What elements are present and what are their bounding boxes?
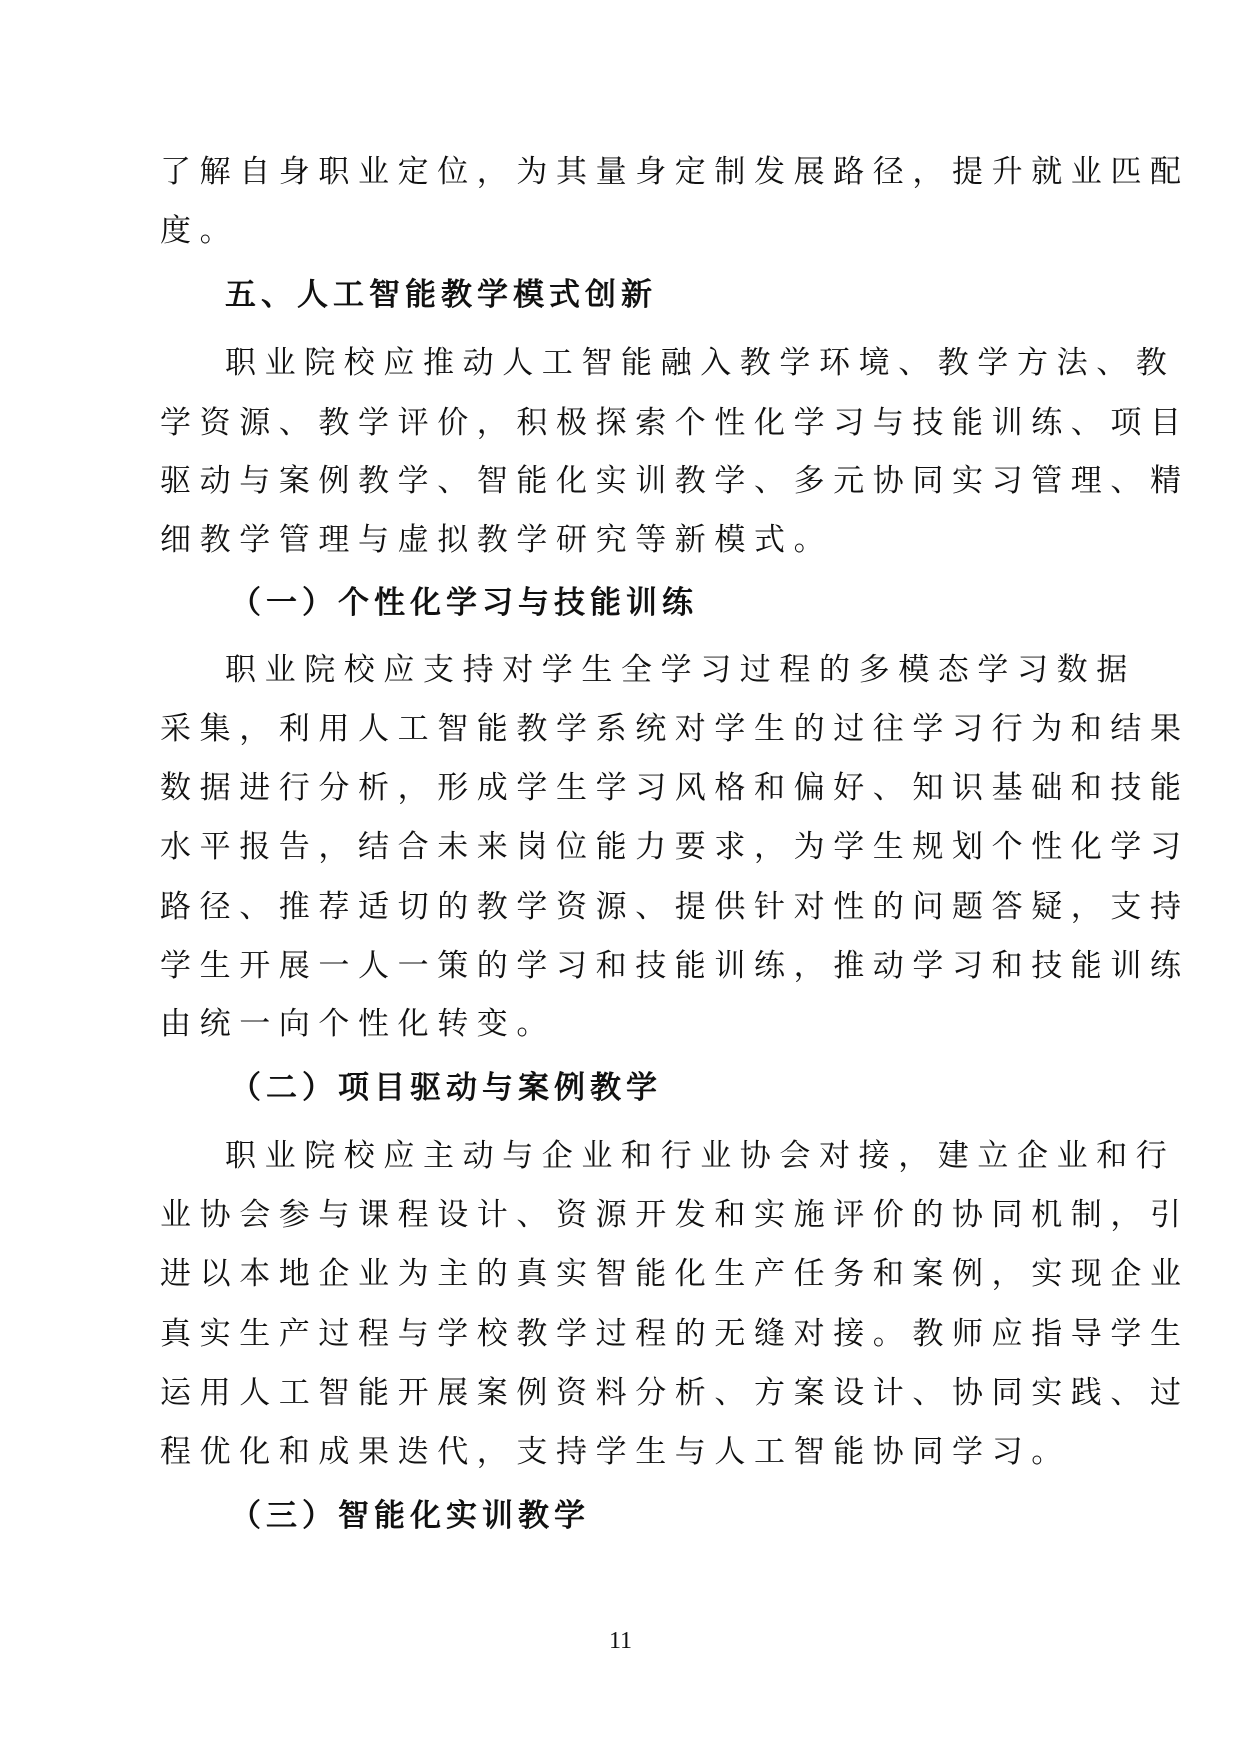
- paragraph-line: 运用人工智能开展案例资料分析、方案设计、协同实践、过: [160, 1375, 1190, 1411]
- subsection-heading: （一）个性化学习与技能训练: [230, 585, 698, 621]
- paragraph-line: 学资源、教学评价，积极探索个性化学习与技能训练、项目: [160, 405, 1190, 441]
- paragraph-line: 驱动与案例教学、智能化实训教学、多元协同实习管理、精: [160, 463, 1190, 499]
- paragraph-line: 职业院校应推动人工智能融入教学环境、教学方法、教: [225, 345, 1176, 381]
- page-number: 11: [608, 1628, 633, 1654]
- subsection-heading: （二）项目驱动与案例教学: [230, 1070, 662, 1106]
- section-heading: 五、人工智能教学模式创新: [225, 277, 657, 313]
- paragraph-line: 细教学管理与虚拟教学研究等新模式。: [160, 522, 834, 558]
- paragraph-line: 职业院校应主动与企业和行业协会对接，建立企业和行: [225, 1138, 1176, 1174]
- paragraph-line: 进以本地企业为主的真实智能化生产任务和案例，实现企业: [160, 1256, 1190, 1292]
- paragraph-line: 由统一向个性化转变。: [160, 1006, 556, 1042]
- paragraph-line: 水平报告，结合未来岗位能力要求，为学生规划个性化学习: [160, 829, 1190, 865]
- paragraph-line: 学生开展一人一策的学习和技能训练，推动学习和技能训练: [160, 948, 1190, 984]
- subsection-heading: （三）智能化实训教学: [230, 1498, 590, 1534]
- paragraph-line: 采集，利用人工智能教学系统对学生的过往学习行为和结果: [160, 711, 1190, 747]
- paragraph-line: 路径、推荐适切的教学资源、提供针对性的问题答疑，支持: [160, 889, 1190, 925]
- paragraph-line: 真实生产过程与学校教学过程的无缝对接。教师应指导学生: [160, 1316, 1190, 1352]
- paragraph-line: 了解自身职业定位，为其量身定制发展路径，提升就业匹配: [160, 154, 1190, 190]
- paragraph-line: 度。: [160, 213, 240, 249]
- paragraph-line: 程优化和成果迭代，支持学生与人工智能协同学习。: [160, 1434, 1071, 1470]
- paragraph-line: 职业院校应支持对学生全学习过程的多模态学习数据: [225, 652, 1136, 688]
- paragraph-line: 业协会参与课程设计、资源开发和实施评价的协同机制，引: [160, 1197, 1190, 1233]
- paragraph-line: 数据进行分析，形成学生学习风格和偏好、知识基础和技能: [160, 770, 1190, 806]
